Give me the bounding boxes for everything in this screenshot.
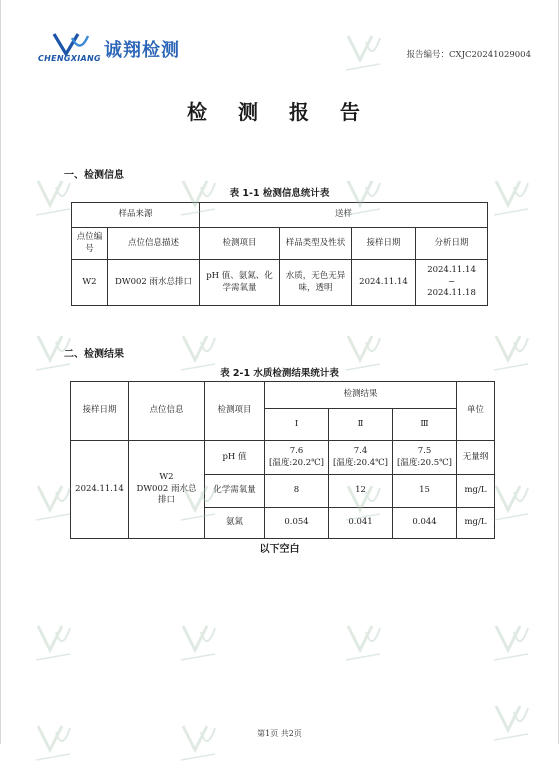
cell-result — [329, 441, 393, 475]
cell-result — [265, 441, 329, 475]
watermark-logo-icon — [488, 175, 532, 219]
header-point-no: 点位编号 — [72, 228, 108, 260]
cell-result: 8 — [265, 475, 329, 508]
watermark-logo-icon — [30, 480, 74, 524]
section-heading-info: 一、检测信息 — [64, 170, 124, 181]
page-number: 第1页 共2页 — [257, 729, 302, 738]
document-title: 检 测 报 告 — [187, 100, 372, 124]
watermark-logo-icon — [175, 175, 219, 219]
point-line-1: W2 — [159, 472, 174, 483]
cell-result: 12 — [329, 475, 393, 508]
header-receive-date: 接样日期 — [352, 228, 416, 260]
header-result-1: Ⅰ — [265, 409, 329, 441]
header-result-2: Ⅱ — [329, 409, 393, 441]
point-line-2: DW002 雨水总 — [136, 483, 197, 494]
cell-sample-type: 水质，无色无异味，透明 — [280, 260, 352, 306]
header-unit: 单位 — [457, 382, 495, 441]
header-point-desc: 点位信息描述 — [108, 228, 200, 260]
cell-date: 2024.11.14 — [71, 441, 129, 539]
analysis-start: 2024.11.14 — [427, 265, 476, 276]
watermark-logo-icon — [175, 330, 219, 374]
watermark-logo-icon — [30, 620, 74, 664]
table1-caption: 表 1-1 检测信息统计表 — [229, 188, 330, 199]
cell-result: 0.054 — [265, 508, 329, 539]
water-results-table — [70, 381, 495, 539]
cell-item: pH 值 — [205, 441, 265, 475]
watermark-logo-icon — [175, 720, 219, 764]
result-value: 7.4 — [353, 446, 368, 457]
header-point: 点位信息 — [129, 382, 205, 441]
result-temp: [温度:20.4℃] — [333, 457, 388, 468]
logo-chinese: 诚翔检测 — [104, 40, 180, 61]
header-delivery: 送样 — [200, 203, 488, 228]
cell-result — [393, 441, 457, 475]
watermark-logo-icon — [175, 620, 219, 664]
watermark-logo-icon — [340, 30, 384, 74]
cell-unit: 无量纲 — [457, 441, 495, 475]
header-date: 接样日期 — [71, 382, 129, 441]
cell-result: 15 — [393, 475, 457, 508]
analysis-sep: ~ — [447, 276, 456, 287]
watermark-logo-icon — [488, 480, 532, 524]
cell-point-no: W2 — [72, 260, 108, 306]
result-temp: [温度:20.5℃] — [397, 457, 452, 468]
analysis-end: 2024.11.18 — [427, 288, 476, 299]
watermark-logo-icon — [488, 330, 532, 374]
cell-item: 氨氮 — [205, 508, 265, 539]
cell-item: 化学需氧量 — [205, 475, 265, 508]
table-row — [71, 441, 495, 475]
header-results: 检测结果 — [265, 382, 457, 409]
result-value: 7.5 — [417, 446, 432, 457]
cell-result: 0.041 — [329, 508, 393, 539]
logo-english: CHENGXIANG — [38, 54, 101, 63]
watermark-logo-icon — [340, 330, 384, 374]
result-value: 7.6 — [289, 446, 304, 457]
cell-point-desc: DW002 雨水总排口 — [108, 260, 200, 306]
cell-items: pH 值、氨氮、化学需氧量 — [200, 260, 280, 306]
company-logo — [38, 32, 188, 68]
blank-below-note: 以下空白 — [259, 544, 300, 555]
header-item: 检测项目 — [205, 382, 265, 441]
point-line-3: 排口 — [157, 495, 175, 506]
watermark-logo-icon — [340, 175, 384, 219]
detection-info-table — [71, 202, 488, 306]
header-result-3: Ⅲ — [393, 409, 457, 441]
cell-unit: mg/L — [457, 508, 495, 539]
header-sample-type: 样品类型及性状 — [280, 228, 352, 260]
cell-unit: mg/L — [457, 475, 495, 508]
watermark-logo-icon — [488, 700, 532, 744]
watermark-logo-icon — [30, 720, 74, 764]
header-analysis-date: 分析日期 — [416, 228, 488, 260]
cell-receive-date: 2024.11.14 — [352, 260, 416, 306]
section-heading-results: 二、检测结果 — [64, 349, 124, 360]
watermark-logo-icon — [488, 620, 532, 664]
watermark-logo-icon — [340, 480, 384, 524]
cell-result: 0.044 — [393, 508, 457, 539]
result-temp: [温度:20.2℃] — [269, 457, 324, 468]
watermark-logo-icon — [340, 620, 384, 664]
watermark-logo-icon — [30, 330, 74, 374]
cell-analysis-date — [416, 260, 488, 306]
report-number: 报告编号：CXJC20241029004 — [406, 50, 531, 60]
watermark-logo-icon — [175, 480, 219, 524]
table2-caption: 表 2-1 水质检测结果统计表 — [220, 368, 339, 379]
logo-mark-icon — [52, 32, 90, 56]
watermark-logo-icon — [30, 175, 74, 219]
header-item: 检测项目 — [200, 228, 280, 260]
table-row — [72, 260, 488, 306]
header-sample-source: 样品来源 — [72, 203, 200, 228]
